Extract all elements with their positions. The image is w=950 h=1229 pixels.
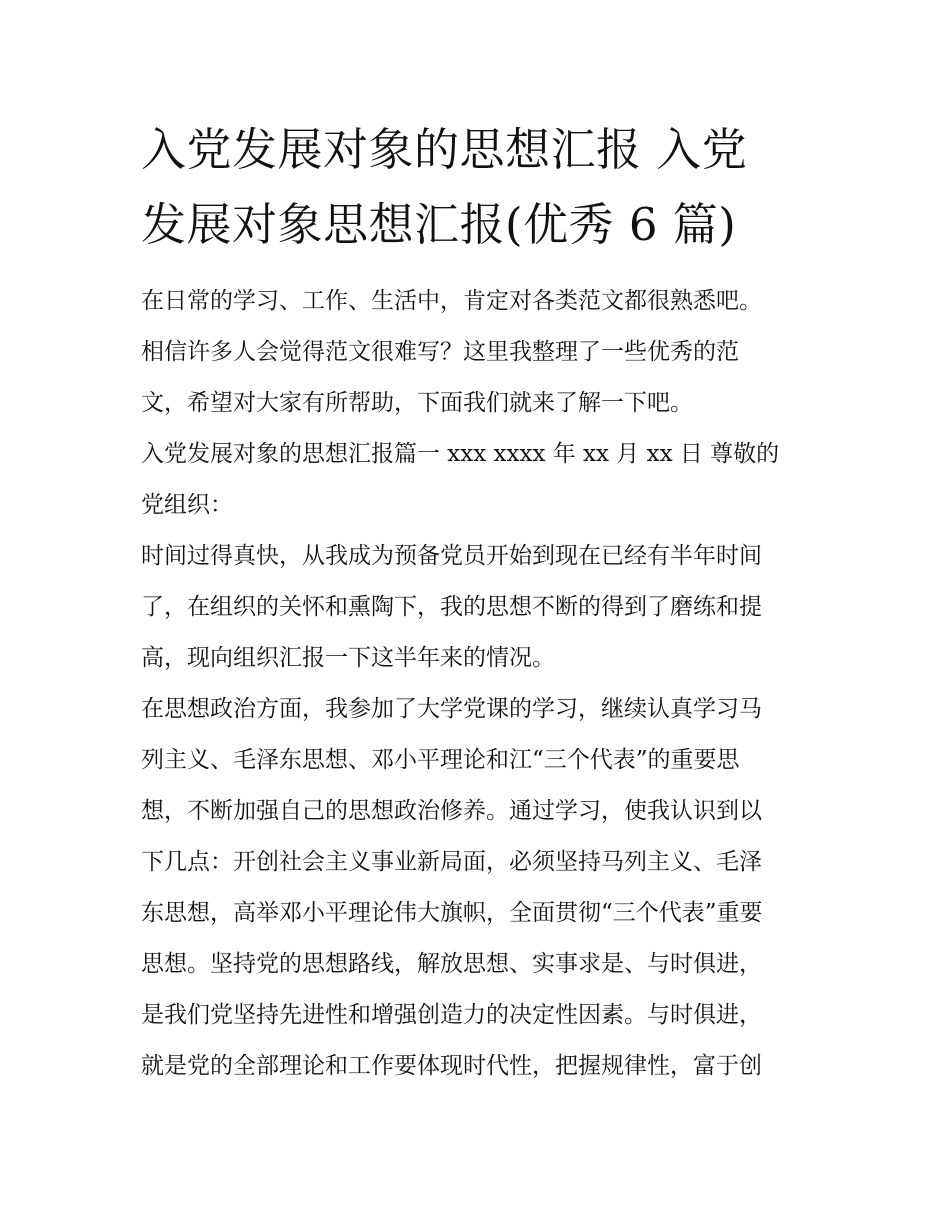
body-line: 时间过得真快，从我成为预备党员开始到现在已经有半年时间 — [141, 543, 762, 569]
document-body — [141, 276, 821, 1092]
body-line: 下几点：开创社会主义事业新局面，必须坚持马列主义、毛泽 — [141, 849, 762, 875]
body-line: 文，希望对大家有所帮助，下面我们就来了解一下吧。 — [141, 390, 693, 416]
body-line: 党组织： — [141, 492, 233, 518]
body-line: 在日常的学习、工作、生活中，肯定对各类范文都很熟悉吧。 — [141, 288, 762, 314]
body-line: 了，在组织的关怀和熏陶下，我的思想不断的得到了磨练和提 — [141, 594, 762, 620]
title-line: 入党发展对象的思想汇报 入党 — [141, 123, 748, 176]
body-line: 思想。坚持党的思想路线，解放思想、实事求是、与时俱进， — [141, 951, 762, 977]
body-line: 是我们党坚持先进性和增强创造力的决定性因素。与时俱进， — [141, 1002, 762, 1028]
body-line: 列主义、毛泽东思想、邓小平理论和江“三个代表”的重要思 — [141, 747, 740, 773]
body-line: 入党发展对象的思想汇报篇一 xxx xxxx 年 xx 月 xx 日 尊敬的 — [141, 441, 780, 467]
title-line: 发展对象思想汇报(优秀 6 篇) — [141, 198, 737, 251]
body-line: 想，不断加强自己的思想政治修养。通过学习，使我认识到以 — [141, 798, 762, 824]
body-line: 高，现向组织汇报一下这半年来的情况。 — [141, 645, 555, 671]
body-line: 相信许多人会觉得范文很难写？这里我整理了一些优秀的范 — [141, 339, 739, 365]
document-title — [141, 112, 821, 262]
body-line: 东思想，高举邓小平理论伟大旗帜，全面贯彻“三个代表”重要 — [141, 900, 763, 926]
body-line: 在思想政治方面，我参加了大学党课的学习，继续认真学习马 — [141, 696, 762, 722]
body-line: 就是党的全部理论和工作要体现时代性，把握规律性，富于创 — [141, 1053, 762, 1079]
